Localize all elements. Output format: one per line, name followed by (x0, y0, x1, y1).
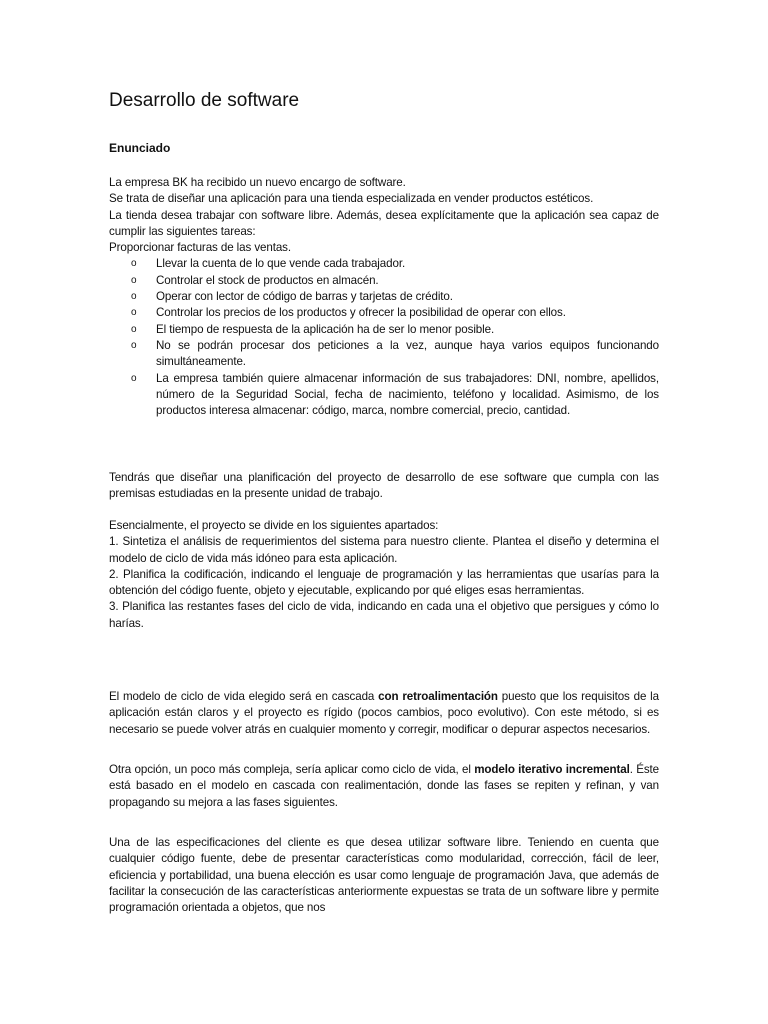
parts-block (109, 518, 659, 632)
option-text-end: . Éste está basado en el modelo en cascada con realimentación, donde las fases se repiten y refinan, y van propagando su mejora a las fases siguientes. (109, 763, 660, 809)
task-item (109, 273, 659, 289)
task-text: Controlar los precios de los productos y ofrecer la posibilidad de operar con ellos. (156, 306, 566, 320)
task-item (109, 289, 659, 305)
bullet-marker: o (131, 323, 137, 335)
part-item: 3. Planifica las restantes fases del ciclo de vida, indicando en cada una el objetivo que persigues y cómo lo harías. (109, 600, 659, 630)
bullet-marker: o (131, 274, 137, 286)
bullet-marker: o (131, 339, 137, 351)
task-text: Controlar el stock de productos en almacén. (156, 273, 379, 287)
task-text: Operar con lector de código de barras y tarjetas de crédito. (156, 290, 453, 304)
bullet-marker: o (131, 291, 137, 303)
bullet-marker: o (131, 372, 137, 384)
intro-line-free-software: La tienda desea trabajar con software libre. Además, desea explícitamente que la aplicación sea capaz de cumplir las siguientes tareas: (109, 208, 659, 238)
intro-line-application: Se trata de diseñar una aplicación para una tienda especializada en vender productos estéticos. (109, 192, 594, 206)
document-title: Desarrollo de software (109, 90, 300, 111)
option-paragraph-block (109, 762, 659, 811)
model-paragraph (109, 689, 659, 738)
task-list (109, 256, 659, 419)
task-item (109, 371, 659, 420)
part-item: 2. Planifica la codificación, indicando el lenguaje de programación y las herramientas que usarías para la obtención del código fuente, objeto y ejecutable, explicando por qué eliges esas herramientas. (109, 567, 659, 598)
part-item: 1. Sintetiza el análisis de requerimientos del sistema para nuestro cliente. Plantea el diseño y determina el modelo de ciclo de vida más idóneo para esta aplicación. (109, 535, 659, 565)
task-text: No se podrán procesar dos peticiones a la vez, aunque haya varios equipos funcionando simultáneamente. (156, 338, 659, 369)
intro-line-company: La empresa BK ha recibido un nuevo encargo de software. (109, 176, 406, 189)
spec-paragraph: Una de las especificaciones del cliente es que desea utilizar software libre. Teniendo en cuenta que cualquier código fuente, debe de presentar características como modularidad, corrección, fácil de leer, eficiencia y portabilidad, una buena elección es usar como lenguaje de programación Java, que además de facilitar la consecución de las características anteriormente expuestas se trata de un software libre y permite programación orientada a objetos, que nos (109, 836, 659, 915)
plan-paragraph-block (109, 470, 659, 503)
model-text-start: El modelo de ciclo de vida elegido será en cascada (109, 690, 379, 703)
bullet-marker: o (131, 307, 137, 319)
option-text-start: Otra opción, un poco más compleja, sería aplicar como ciclo de vida, el (109, 763, 475, 776)
model-emphasis: con retroalimentación (378, 690, 498, 703)
model-paragraph-block (109, 689, 659, 738)
task-text: El tiempo de respuesta de la aplicación ha de ser lo menor posible. (156, 322, 495, 336)
intro-block (109, 175, 659, 419)
task-text: Llevar la cuenta de lo que vende cada trabajador. (156, 257, 406, 271)
bullet-marker: o (131, 258, 137, 270)
option-paragraph (109, 762, 659, 811)
plan-paragraph: Tendrás que diseñar una planificación del proyecto de desarrollo de ese software que cumpla con las premisas estudiadas en la presente unidad de trabajo. (109, 471, 659, 501)
option-emphasis: modelo iterativo incremental (474, 763, 630, 776)
task-item (109, 338, 659, 371)
parts-intro: Esencialmente, el proyecto se divide en los siguientes apartados: (109, 519, 439, 532)
document-page (109, 0, 659, 1024)
task-item (109, 305, 659, 321)
task-item (109, 256, 659, 272)
spec-paragraph-block (109, 835, 659, 916)
intro-line-invoices: Proporcionar facturas de las ventas. (109, 241, 291, 255)
model-text-end: puesto que los requisitos de la aplicación están claros y el proyecto es rígido (pocos cambios, poco evolutivo). Con este método, si es necesario se puede volver atrás en cualquier momento y corregir, modificar o depurar aspectos necesarios. (109, 690, 659, 736)
section-heading: Enunciado (109, 141, 171, 155)
task-text: La empresa también quiere almacenar información de sus trabajadores: DNI, nombre, apellidos, número de la Seguridad Social, fecha de nacimiento, teléfono y localidad. Asimismo, de los productos interesa almacenar: código, marca, nombre comercial, precio, cantidad. (156, 371, 659, 418)
task-item (109, 322, 659, 338)
